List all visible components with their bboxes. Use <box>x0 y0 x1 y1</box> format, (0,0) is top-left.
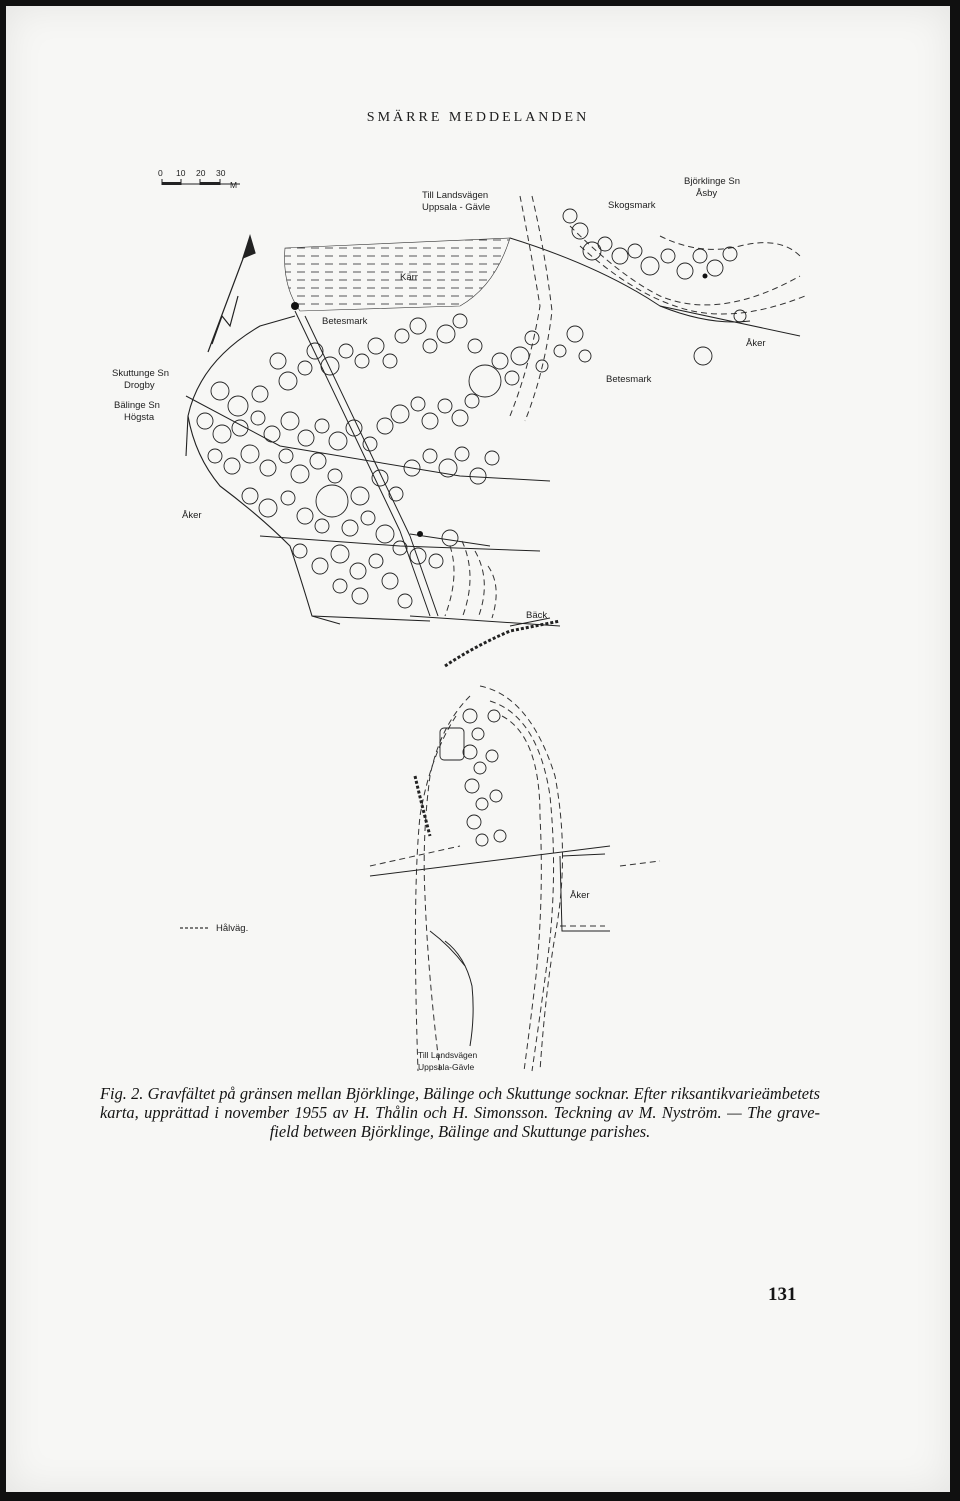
label-skogsmark: Skogsmark <box>608 200 656 211</box>
roads <box>186 238 800 626</box>
caption-swedish: Fig. 2. Gravfältet på gränsen mellan Björklinge, Bälinge och Skuttunge socknar. Efter riksantikvarieämbetets karta, upprättad i november 1955 av H. Thålin och H. Simonsson. Teckning av M. Nyström. <box>100 1084 820 1122</box>
label-skuttunge-2: Drogby <box>124 380 155 391</box>
label-betesmark-right: Betesmark <box>606 374 652 385</box>
lower-roads <box>370 846 610 1046</box>
label-aker-left: Åker <box>182 510 202 521</box>
scale-bar <box>158 168 240 190</box>
scale-label-30: 30 <box>216 168 226 178</box>
scale-label-10: 10 <box>176 168 186 178</box>
label-road-top-2: Uppsala - Gävle <box>422 202 491 213</box>
label-bjorklinge-1: Björklinge Sn <box>684 176 740 187</box>
north-arrow-icon <box>208 236 255 352</box>
label-bjorklinge-2: Åsby <box>696 188 718 199</box>
scale-label-0: 0 <box>158 168 163 178</box>
label-balinge-2: Högsta <box>124 412 155 423</box>
caption-english: — The grave-field between Björklinge, Bälinge and Skuttunge parishes. <box>269 1103 821 1141</box>
label-skuttunge-1: Skuttunge Sn <box>112 368 170 379</box>
label-balinge-1: Bälinge Sn <box>114 400 160 411</box>
label-road-bottom-2: Uppsala-Gävle <box>418 1062 475 1072</box>
label-aker-right-bottom: Åker <box>570 890 590 901</box>
label-road-top-1: Till Landsvägen <box>422 190 489 201</box>
grave-field-map <box>100 156 820 1086</box>
marsh-area <box>285 238 510 311</box>
figure-caption <box>100 1084 820 1141</box>
label-karr: Kärr <box>400 272 418 283</box>
label-road-bottom-1: Till Landsvägen <box>418 1050 478 1060</box>
book-page <box>6 6 950 1492</box>
hollow-ways <box>370 196 805 1071</box>
running-head: SMÄRRE MEDDELANDEN <box>366 110 590 125</box>
label-bach: Bäck <box>526 610 548 621</box>
scale-label-unit: M <box>230 180 238 190</box>
page-number: 131 <box>768 1284 797 1305</box>
label-betesmark-left: Betesmark <box>322 316 368 327</box>
scale-label-20: 20 <box>196 168 206 178</box>
label-aker-right-top: Åker <box>746 338 766 349</box>
grave-mounds-lower <box>440 709 506 846</box>
markers <box>291 274 708 538</box>
label-holvag: Hålväg. <box>216 923 249 934</box>
brook <box>415 618 560 836</box>
